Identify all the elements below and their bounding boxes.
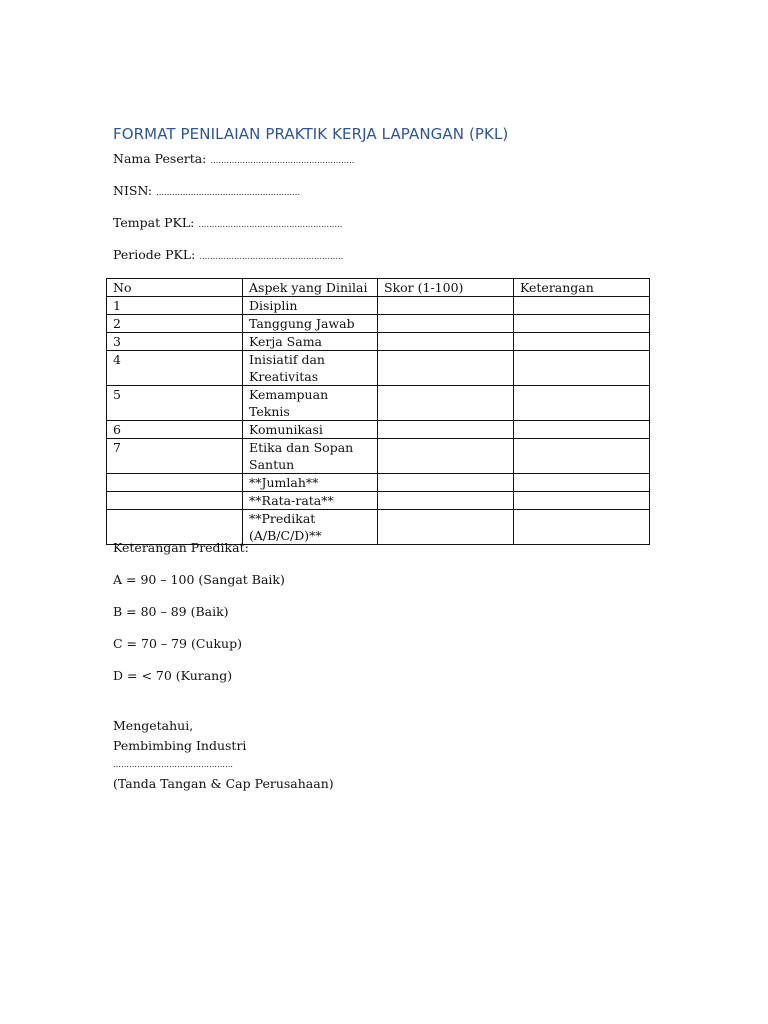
field-dots: ……………………………………………… bbox=[210, 156, 355, 165]
predikat-heading: Keterangan Predikat: bbox=[113, 540, 249, 555]
row-skor-cell[interactable] bbox=[378, 386, 514, 421]
row-skor-cell[interactable] bbox=[378, 421, 514, 439]
field-dots: ……………………………………………… bbox=[156, 188, 301, 197]
field-nama-peserta bbox=[113, 151, 354, 169]
row-keterangan-cell[interactable] bbox=[514, 510, 650, 545]
table-row bbox=[107, 297, 650, 315]
row-keterangan-cell[interactable] bbox=[514, 492, 650, 510]
header-keterangan: Keterangan bbox=[514, 279, 650, 297]
row-keterangan-cell[interactable] bbox=[514, 351, 650, 386]
signature-line: ……………………………………… bbox=[113, 760, 233, 769]
field-nisn bbox=[113, 183, 300, 201]
predikat-item-a: A = 90 – 100 (Sangat Baik) bbox=[113, 572, 285, 587]
field-label: NISN: bbox=[113, 183, 157, 198]
row-no: 5 bbox=[107, 386, 243, 421]
table-row-jumlah bbox=[107, 474, 650, 492]
row-skor-cell[interactable] bbox=[378, 474, 514, 492]
signature-mengetahui: Mengetahui, bbox=[113, 718, 194, 733]
signature-role: Pembimbing Industri bbox=[113, 738, 247, 753]
row-no: 7 bbox=[107, 439, 243, 474]
row-keterangan-cell[interactable] bbox=[514, 315, 650, 333]
table-row bbox=[107, 351, 650, 386]
document-title: FORMAT PENILAIAN PRAKTIK KERJA LAPANGAN (PKL) bbox=[113, 125, 509, 143]
table-row bbox=[107, 333, 650, 351]
row-aspek: Disiplin bbox=[243, 297, 378, 315]
table-row bbox=[107, 421, 650, 439]
table-row bbox=[107, 386, 650, 421]
table-row bbox=[107, 315, 650, 333]
table-row-rata-rata bbox=[107, 492, 650, 510]
row-skor-cell[interactable] bbox=[378, 510, 514, 545]
field-dots: ……………………………………………… bbox=[198, 220, 343, 229]
row-keterangan-cell[interactable] bbox=[514, 297, 650, 315]
header-skor: Skor (1-100) bbox=[378, 279, 514, 297]
row-no: 4 bbox=[107, 351, 243, 386]
row-keterangan-cell[interactable] bbox=[514, 474, 650, 492]
field-tempat-pkl bbox=[113, 215, 342, 233]
row-skor-cell[interactable] bbox=[378, 333, 514, 351]
field-label: Nama Peserta: bbox=[113, 151, 211, 166]
row-no bbox=[107, 474, 243, 492]
predikat-item-c: C = 70 – 79 (Cukup) bbox=[113, 636, 242, 651]
row-aspek: **Rata-rata** bbox=[243, 492, 378, 510]
row-aspek: Komunikasi bbox=[243, 421, 378, 439]
field-dots: ……………………………………………… bbox=[199, 252, 344, 261]
row-no: 6 bbox=[107, 421, 243, 439]
row-keterangan-cell[interactable] bbox=[514, 421, 650, 439]
header-no: No bbox=[107, 279, 243, 297]
row-skor-cell[interactable] bbox=[378, 315, 514, 333]
signature-caption: (Tanda Tangan & Cap Perusahaan) bbox=[113, 776, 334, 791]
row-no: 3 bbox=[107, 333, 243, 351]
assessment-table bbox=[106, 278, 650, 545]
row-aspek: Inisiatif dan Kreativitas bbox=[243, 351, 378, 386]
row-aspek: Kemampuan Teknis bbox=[243, 386, 378, 421]
predikat-item-d: D = < 70 (Kurang) bbox=[113, 668, 233, 683]
field-label: Tempat PKL: bbox=[113, 215, 199, 230]
row-skor-cell[interactable] bbox=[378, 351, 514, 386]
row-no: 1 bbox=[107, 297, 243, 315]
predikat-item-b: B = 80 – 89 (Baik) bbox=[113, 604, 229, 619]
row-skor-cell[interactable] bbox=[378, 439, 514, 474]
row-skor-cell[interactable] bbox=[378, 297, 514, 315]
row-keterangan-cell[interactable] bbox=[514, 333, 650, 351]
row-no bbox=[107, 492, 243, 510]
row-aspek: **Predikat (A/B/C/D)** bbox=[243, 510, 378, 545]
table-header-row bbox=[107, 279, 650, 297]
row-keterangan-cell[interactable] bbox=[514, 439, 650, 474]
table-row bbox=[107, 439, 650, 474]
row-skor-cell[interactable] bbox=[378, 492, 514, 510]
row-no: 2 bbox=[107, 315, 243, 333]
row-aspek: Kerja Sama bbox=[243, 333, 378, 351]
row-aspek: Etika dan Sopan Santun bbox=[243, 439, 378, 474]
row-aspek: **Jumlah** bbox=[243, 474, 378, 492]
field-label: Periode PKL: bbox=[113, 247, 200, 262]
row-aspek: Tanggung Jawab bbox=[243, 315, 378, 333]
header-aspek: Aspek yang Dinilai bbox=[243, 279, 378, 297]
row-keterangan-cell[interactable] bbox=[514, 386, 650, 421]
field-periode-pkl bbox=[113, 247, 343, 265]
